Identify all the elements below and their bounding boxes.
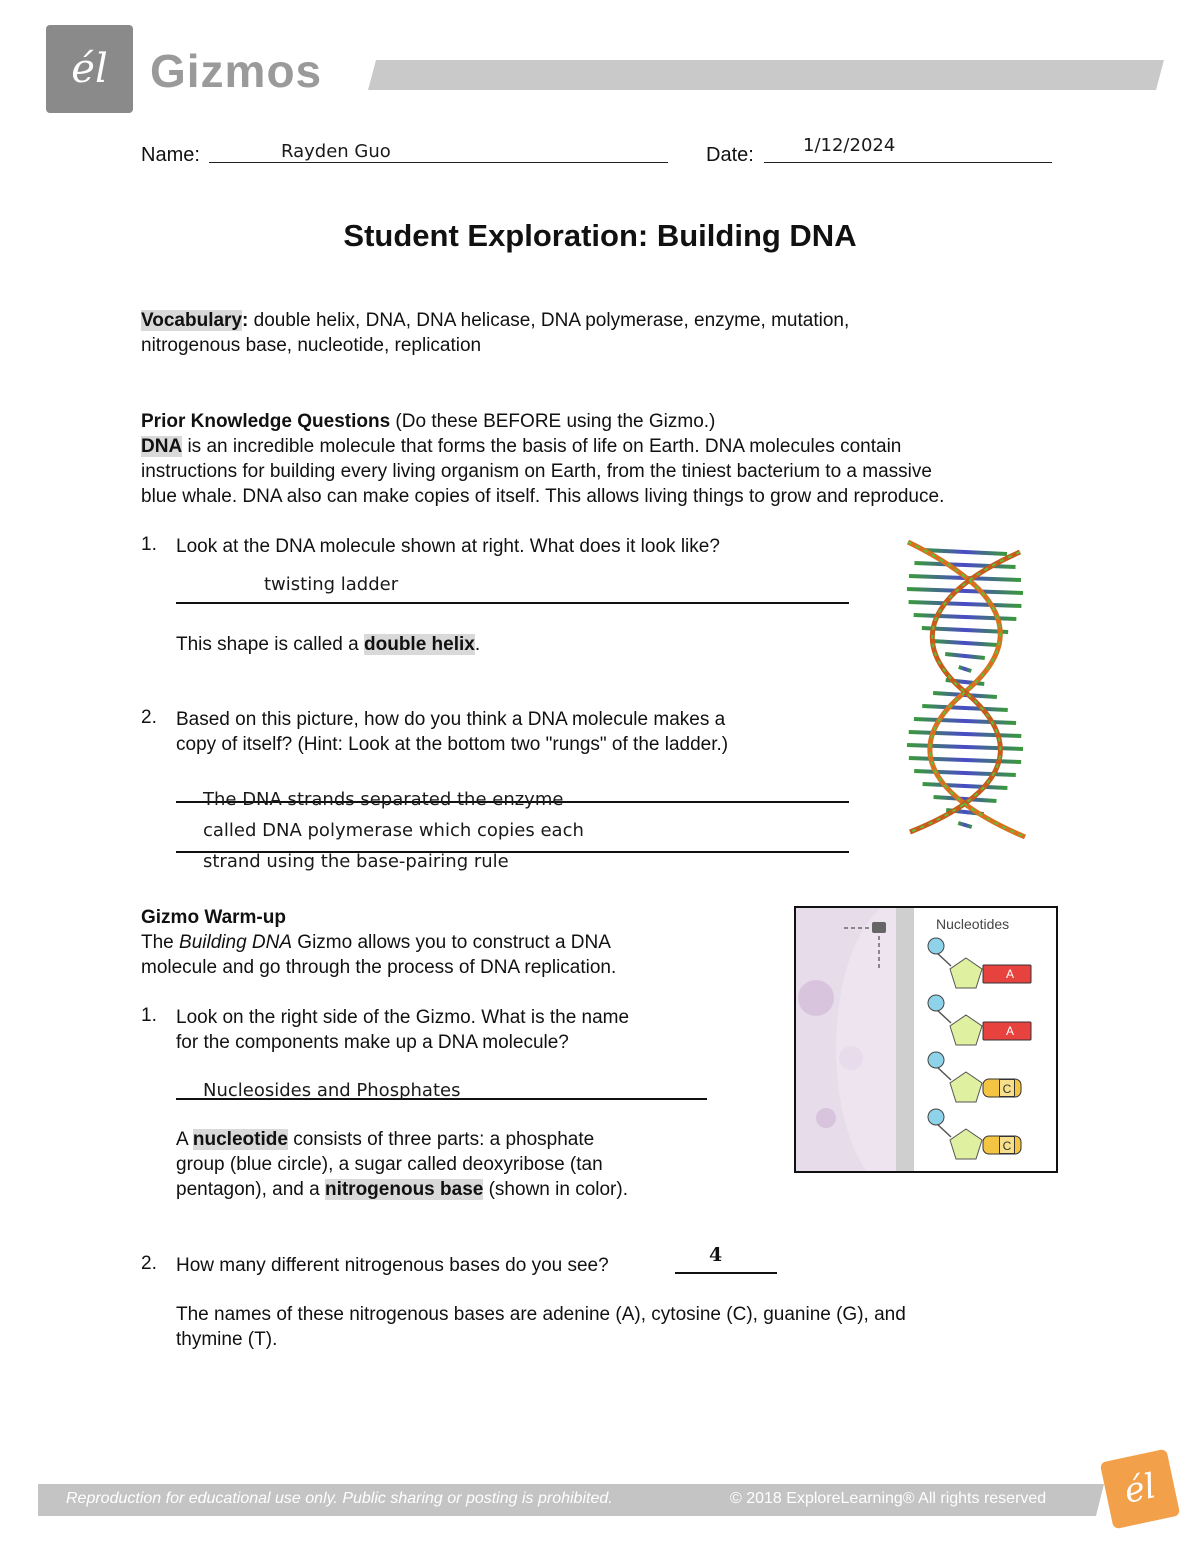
brand-name: Gizmos: [150, 45, 323, 97]
nucleotide-description: [176, 1127, 736, 1202]
helix-rung: [923, 550, 1007, 554]
base-letter-c: C: [999, 1079, 1015, 1097]
prior-line3: blue whale. DNA also can make copies of itself. This allows living things to grow and reproduce.: [141, 486, 945, 507]
prior-line2: instructions for building every living organism on Earth, from the tiniest bacterium to a massive: [141, 461, 932, 482]
base-letter-c: C: [999, 1136, 1015, 1154]
base-names: [176, 1302, 1076, 1352]
desc-pre: A: [176, 1129, 193, 1150]
desc-line2: group (blue circle), a sugar called deoxyribose (tan: [176, 1154, 603, 1175]
base-names-line1: The names of these nitrogenous bases are adenine (A), cytosine (C), guanine (G), and: [176, 1304, 906, 1325]
vocabulary-label: Vocabulary: [141, 310, 243, 331]
desc-post: consists of three parts: a phosphate: [287, 1129, 595, 1150]
prior-heading: Prior Knowledge Questions: [141, 411, 391, 432]
w1-number: 1.: [141, 1005, 157, 1026]
q2-answer-line-text-3: strand using the base-pairing rule: [203, 851, 509, 872]
dna-helix-image: [890, 532, 1040, 862]
w1-text: [176, 1005, 629, 1055]
footer-copyright: © 2018 ExploreLearning® All rights reserved: [730, 1490, 1047, 1507]
helix-rung: [909, 602, 1022, 606]
w1-line2: for the components make up a DNA molecule?: [176, 1032, 569, 1053]
q1-number: 1.: [141, 534, 157, 555]
q1-shape-post: .: [474, 634, 481, 655]
w2-number: 2.: [141, 1253, 157, 1274]
vocabulary-section: [141, 308, 1101, 358]
q2-answer-line-text-2: called DNA polymerase which copies each: [203, 820, 584, 841]
header-bar: [368, 60, 1164, 90]
w2-answer[interactable]: 4: [709, 1244, 723, 1266]
q1-answer[interactable]: twisting ladder: [264, 574, 399, 595]
gizmo-nucleotides-panel: [794, 906, 1058, 1173]
q2-line1: Based on this picture, how do you think a DNA molecule makes a: [176, 709, 726, 730]
base-letter-a: A: [1005, 1024, 1014, 1038]
helix-rung: [945, 654, 985, 658]
nitrogenous-base-term: nitrogenous base: [324, 1179, 484, 1200]
prior-line1: is an incredible molecule that forms the basis of life on Earth. DNA molecules contain: [182, 436, 902, 457]
date-value[interactable]: 1/12/2024: [803, 135, 896, 156]
footer-logo: [1100, 1449, 1181, 1530]
base-names-line2: thymine (T).: [176, 1329, 278, 1350]
q2-number: 2.: [141, 707, 157, 728]
desc-line3-post: (shown in color).: [483, 1179, 628, 1200]
vocabulary-line2: nitrogenous base, nucleotide, replication: [141, 335, 482, 356]
double-helix-term: double helix: [364, 634, 475, 655]
w2-text: How many different nitrogenous bases do you see?: [176, 1255, 609, 1276]
q2-text: [176, 707, 728, 757]
phosphate-circle: [928, 938, 944, 954]
helix-rung: [914, 615, 1017, 619]
base-letter-a: A: [1005, 967, 1014, 981]
warmup-intro-pre: The: [141, 932, 180, 953]
date-label: Date:: [706, 144, 754, 166]
helix-rung: [909, 758, 1021, 762]
phosphate-circle: [928, 1109, 944, 1125]
name-value[interactable]: Rayden Guo: [281, 141, 391, 162]
dna-term: DNA: [141, 436, 183, 457]
q1-text: Look at the DNA molecule shown at right. What does it look like?: [176, 536, 720, 557]
prior-heading-note: (Do these BEFORE using the Gizmo.): [390, 411, 716, 432]
q2-line2: copy of itself? (Hint: Look at the bottom two "rungs" of the ladder.): [176, 734, 729, 755]
q2-answer[interactable]: [203, 784, 584, 877]
vocabulary-line1: double helix, DNA, DNA helicase, DNA polymerase, enzyme, mutation,: [248, 310, 850, 331]
vocabulary-colon: :: [242, 310, 249, 331]
w1-line1: Look on the right side of the Gizmo. What is the name: [176, 1007, 630, 1028]
gizmos-logo: [46, 25, 133, 113]
helix-rung: [933, 641, 998, 645]
helix-rung: [959, 667, 972, 671]
warmup-section: [141, 905, 741, 980]
name-line: [209, 162, 668, 163]
nucleotide-term: nucleotide: [192, 1129, 288, 1150]
helix-rung: [923, 784, 1008, 788]
helix-rung: [907, 745, 1023, 749]
date-line: [764, 162, 1052, 163]
helix-rung: [907, 589, 1023, 593]
helix-rung: [922, 706, 1008, 710]
warmup-heading: Gizmo Warm-up: [141, 907, 286, 928]
q1-shape-sentence: [176, 632, 480, 657]
prior-knowledge-section: [141, 409, 1101, 509]
helix-rung: [914, 719, 1016, 723]
camera-icon: [872, 922, 886, 933]
helix-rung: [909, 732, 1022, 736]
name-label: Name:: [141, 144, 200, 166]
warmup-intro-line2: molecule and go through the process of DNA replication.: [141, 957, 617, 978]
w1-answer[interactable]: Nucleosides and Phosphates: [203, 1080, 461, 1101]
phosphate-circle: [928, 995, 944, 1011]
footer-logo-glyph: él: [1120, 1466, 1160, 1512]
warmup-intro-post: Gizmo allows you to construct a DNA: [292, 932, 611, 953]
page-title: Student Exploration: Building DNA: [343, 218, 857, 253]
warmup-intro-italic: Building DNA: [179, 932, 293, 953]
logo-glyph: él: [71, 46, 108, 92]
helix-rung: [914, 771, 1016, 775]
q1-answer-line: [176, 602, 849, 604]
footer-notice: Reproduction for educational use only. Public sharing or posting is prohibited.: [66, 1490, 613, 1507]
q1-shape-pre: This shape is called a: [176, 634, 364, 655]
nucleotides-title: Nucleotides: [936, 916, 1010, 932]
phosphate-circle: [928, 1052, 944, 1068]
w2-answer-line: [675, 1272, 777, 1274]
helix-rung: [958, 823, 972, 827]
q2-answer-line-text-1: The DNA strands separated the enzyme: [203, 789, 564, 810]
helix-rung: [934, 797, 997, 801]
desc-line3-pre: pentagon), and a: [176, 1179, 325, 1200]
w1-answer-line: [176, 1098, 707, 1100]
